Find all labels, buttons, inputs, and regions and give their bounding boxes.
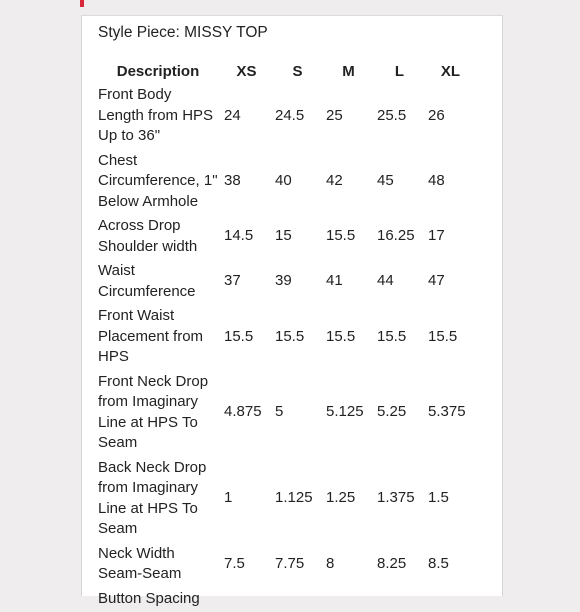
cell-l: 15.5 — [377, 327, 407, 345]
cell-m: 25 — [326, 106, 343, 124]
table-row — [96, 371, 475, 455]
cell-s: 15 — [275, 227, 292, 245]
cell-m: 42 — [326, 172, 343, 189]
cell-xl: 47 — [428, 272, 445, 290]
row-description: Front Body Length from HPS Up to 36" — [98, 86, 214, 144]
table-row — [96, 215, 475, 258]
cell-xs: 37 — [224, 272, 241, 290]
cell-l: 44 — [377, 272, 394, 290]
cell-l: 16.25 — [377, 227, 415, 245]
background-left — [0, 0, 80, 580]
header-m: M — [342, 62, 355, 80]
cell-m: 8 — [326, 554, 335, 572]
row-description: Neck Width Seam-Seam — [98, 544, 182, 582]
cell-xl — [426, 588, 475, 611]
cell-l: 1.375 — [377, 489, 415, 507]
row-description: Front Neck Drop from Imaginary Line at HPS To Seam — [98, 372, 209, 451]
table-row — [96, 457, 475, 541]
cell-xs: 24 — [224, 106, 241, 124]
cell-l: 5.25 — [377, 403, 407, 421]
cell-m: 5.125 — [326, 403, 364, 421]
cell-xs — [222, 588, 271, 611]
cell-l: 45 — [377, 172, 394, 189]
background-right — [502, 0, 580, 580]
cell-s: 40 — [275, 172, 292, 189]
table-row — [96, 260, 475, 303]
cell-l: 25.5 — [377, 106, 407, 124]
table-row — [96, 543, 475, 586]
cell-s: 5 — [275, 403, 284, 421]
cell-xl: 17 — [428, 227, 445, 245]
table-row — [96, 84, 475, 148]
row-description: Chest Circumference, 1" Below Armhole — [98, 151, 218, 210]
row-description: Across Drop Shoulder width — [98, 217, 198, 255]
table-row — [96, 588, 475, 611]
cell-xs: 38 — [224, 172, 241, 189]
size-chart-table — [94, 58, 477, 612]
cell-l: 8.25 — [377, 554, 407, 572]
cell-s: 7.75 — [275, 554, 305, 572]
row-description: Button Spacing — [98, 589, 200, 607]
cell-xl: 1.5 — [428, 489, 449, 507]
cell-l — [375, 588, 424, 611]
cell-s: 1.125 — [275, 489, 313, 507]
header-l: L — [394, 62, 405, 80]
cell-m: 1.25 — [326, 489, 356, 507]
size-chart-card — [81, 15, 503, 607]
cell-xs: 1 — [224, 489, 233, 507]
row-description: Waist Circumference — [98, 262, 196, 300]
style-piece-title: Style Piece: MISSY TOP — [98, 24, 268, 41]
header-description: Description — [116, 62, 200, 80]
cell-xl: 8.5 — [428, 554, 449, 572]
header-xs: XS — [236, 62, 257, 80]
cell-xl: 48 — [428, 172, 445, 189]
table-row — [96, 150, 475, 214]
cell-xs: 15.5 — [224, 327, 254, 345]
row-description: Back Neck Drop from Imaginary Line at HPS To Seam — [98, 458, 207, 537]
table-row — [96, 305, 475, 369]
cell-s: 24.5 — [275, 106, 305, 124]
cell-s: 39 — [275, 272, 292, 290]
accent-mark — [80, 0, 84, 7]
cell-m: 15.5 — [326, 227, 356, 245]
header-row — [96, 60, 475, 82]
cell-m: 41 — [326, 272, 343, 290]
cell-xs: 4.875 — [224, 403, 262, 421]
cell-xl: 26 — [428, 106, 445, 124]
cell-s: 15.5 — [275, 327, 305, 345]
cell-xl: 15.5 — [428, 327, 458, 345]
cell-s — [273, 588, 322, 611]
header-xl: XL — [440, 62, 461, 80]
cell-xl: 5.375 — [428, 403, 466, 421]
cell-xs: 7.5 — [224, 554, 245, 572]
cell-xs: 14.5 — [224, 227, 254, 245]
cell-m — [324, 588, 373, 611]
cell-m: 15.5 — [326, 327, 356, 345]
header-s: S — [292, 62, 303, 80]
row-description: Front Waist Placement from HPS — [98, 307, 204, 365]
